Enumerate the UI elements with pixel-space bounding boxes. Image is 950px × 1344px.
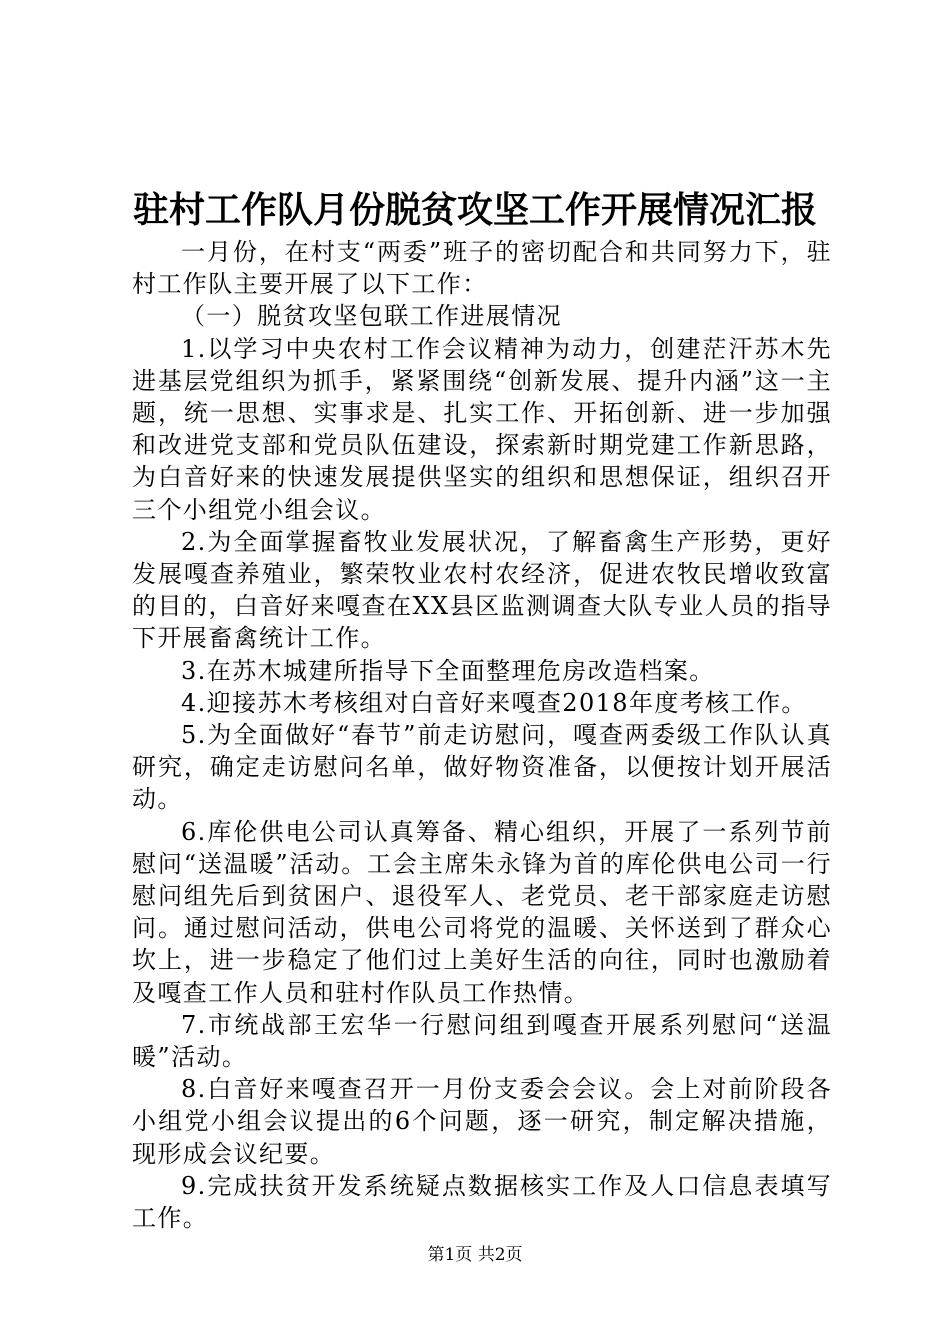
paragraph-item-8: 8.白音好来嘎查召开一月份支委会会议。会上对前阶段各小组党小组会议提出的6个问题，逐一研究，制定解决措施，现形成会议纪要。 [132,1075,832,1168]
paragraph-intro: 一月份，在村支“两委”班子的密切配合和共同努力下，驻村工作队主要开展了以下工作： [132,238,832,299]
paragraph-item-6: 6.库伦供电公司认真筹备、精心组织，开展了一系列节前慰问“送温暖”活动。工会主席朱永锋为首的库伦供电公司一行慰问组先后到贫困户、退役军人、老党员、老干部家庭走访慰问。通过慰问活动，供电公司将党的温暖、关怀送到了群众心坎上，进一步稳定了他们过上美好生活的向往，同时也激励着及嘎查工作人员和驻村作队员工作热情。 [132,817,832,1007]
paragraph-item-7: 7.市统战部王宏华一行慰问组到嘎查开展系列慰问“送温暖”活动。 [132,1010,832,1072]
page-footer: 第1页 共2页 [427,1245,523,1265]
paragraph-item-3: 3.在苏木城建所指导下全面整理危房改造档案。 [181,656,715,685]
paragraph-item-4: 4.迎接苏木考核组对白音好来嘎查2018年度考核工作。 [181,688,807,717]
section-heading: （一）脱贫攻坚包联工作进展情况 [181,302,562,331]
document-title: 驻村工作队月份脱贫攻坚工作开展情况汇报 [132,189,817,231]
paragraph-item-2: 2.为全面掌握畜牧业发展状况，了解畜禽生产形势，更好发展嘎查养殖业，繁荣牧业农村农经济，促进农牧民增收致富的目的，白音好来嘎查在XX县区监测调查大队专业人员的指导下开展畜禽统计工作。 [132,527,832,653]
paragraph-item-5: 5.为全面做好“春节”前走访慰问，嘎查两委级工作队认真研究，确定走访慰问名单，做好物资准备，以便按计划开展活动。 [132,721,832,814]
document-body [132,236,832,1234]
paragraph-item-9: 9.完成扶贫开发系统疑点数据核实工作及人口信息表填写工作。 [132,1171,832,1233]
paragraph-item-1: 1.以学习中央农村工作会议精神为动力，创建茫汗苏木先进基层党组织为抓手，紧紧围绕“创新发展、提升内涵”这一主题，统一思想、实事求是、扎实工作、开拓创新、进一步加强和改进党支部和党员队伍建设，探索新时期党建工作新思路，为白音好来的快速发展提供坚实的组织和思想保证，组织召开三个小组党小组会议。 [132,334,832,524]
